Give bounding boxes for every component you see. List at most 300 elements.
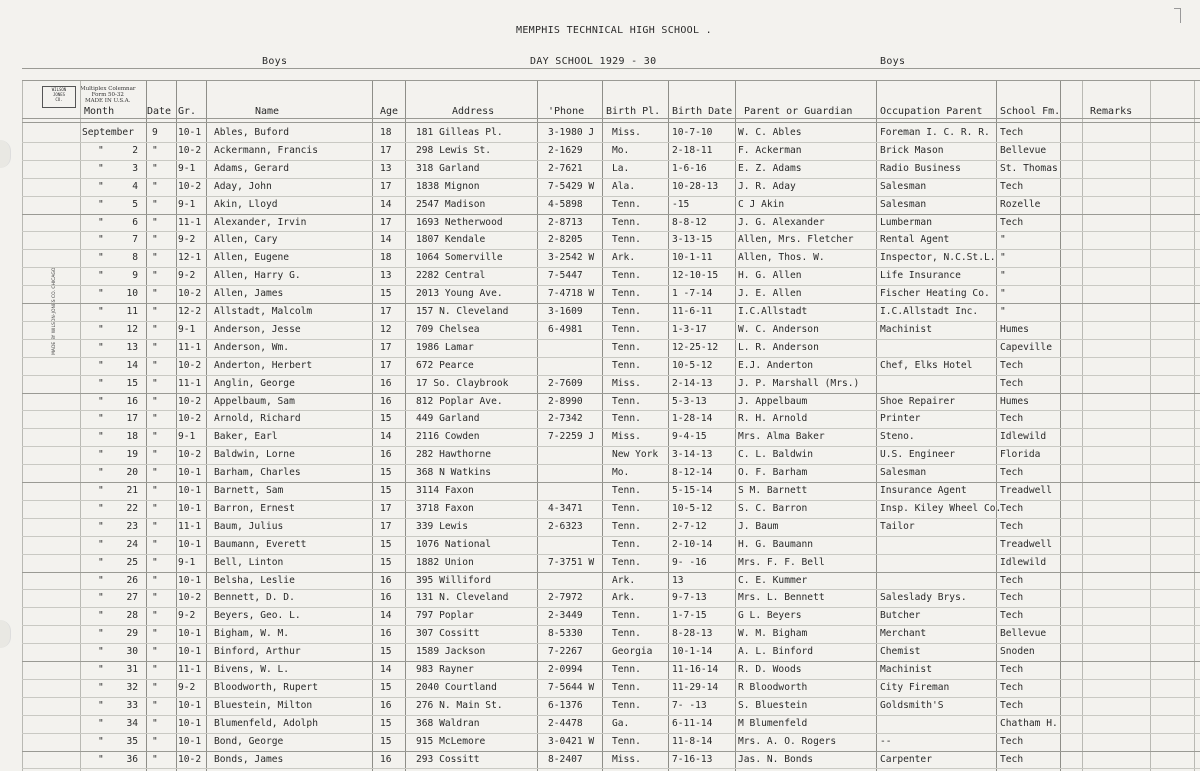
cell-school: Idlewild [1000,431,1047,442]
cell-school: Tech [1000,736,1024,747]
grid-row-line [22,715,1200,716]
cell-address: 812 Poplar Ave. [416,396,503,407]
cell-date: " [152,754,158,765]
cell-birthpl: Miss. [612,754,641,765]
cell-school: Tech [1000,360,1024,371]
cell-address: 17 So. Claybrook [416,378,509,389]
cell-parent: Jas. N. Bonds [738,754,814,765]
cell-parent: R. H. Arnold [738,413,808,424]
cell-month: " [98,181,104,192]
cell-address: 449 Garland [416,413,480,424]
cell-occupation: Inspector, N.C.St.L. [880,252,996,263]
cell-num: 25 [126,557,138,568]
grid-row-line [22,393,1200,394]
cell-birthdate: 1-3-17 [672,324,707,335]
cell-occupation: Salesman [880,199,927,210]
cell-birthpl: Miss. [612,127,641,138]
grid-row-line [22,607,1200,608]
cell-num: 10 [126,288,138,299]
cell-birthdate: 10-1-14 [672,646,713,657]
cell-birthdate: 11-16-14 [672,664,719,675]
cell-school: Tech [1000,754,1024,765]
cell-grade: 9-2 [178,682,196,693]
cell-name: Bonds, James [214,754,284,765]
cell-school: " [1000,288,1006,299]
cell-age: 14 [380,431,392,442]
cell-school: Tech [1000,700,1024,711]
cell-parent: G L. Beyers [738,610,802,621]
cell-address: 1064 Somerville [416,252,503,263]
cell-school: St. Thomas [1000,163,1058,174]
cell-date: " [152,145,158,156]
cell-occupation: Machinist [880,324,932,335]
cell-phone: 7-3751 W [548,557,595,568]
grid-row-line [22,554,1200,555]
cell-address: 131 N. Cleveland [416,592,509,603]
grid-column-line [876,80,877,771]
cell-address: 1589 Jackson [416,646,486,657]
cell-name: Allen, Eugene [214,252,290,263]
cell-grade: 10-2 [178,396,202,407]
cell-birthpl: Ala. [612,181,636,192]
cell-phone: 3-1609 [548,306,583,317]
cell-date: " [152,575,158,586]
cell-month: " [98,449,104,460]
cell-name: Anderson, Wm. [214,342,290,353]
cell-name: Binford, Arthur [214,646,301,657]
cell-date: " [152,682,158,693]
cell-birthdate: 12-10-15 [672,270,719,281]
grid-row-line [22,142,1200,143]
cell-grade: 11-1 [178,342,202,353]
cell-grade: 9-1 [178,199,196,210]
cell-school: " [1000,234,1006,245]
cell-month: " [98,467,104,478]
cell-school: Bellevue [1000,628,1047,639]
cell-month: " [98,306,104,317]
grid-column-line [80,80,81,771]
cell-num: 13 [126,342,138,353]
cell-name: Anderton, Herbert [214,360,313,371]
cell-date: " [152,431,158,442]
cell-birthpl: Tenn. [612,413,641,424]
cell-address: 915 McLemore [416,736,486,747]
cell-num: 6 [132,217,138,228]
cell-phone: 7-2267 [548,646,583,657]
cell-birthdate: 11-8-14 [672,736,713,747]
cell-num: 3 [132,163,138,174]
grid-row-line [22,643,1200,644]
cell-parent: Mrs. L. Bennett [738,592,825,603]
cell-occupation: Butcher [880,610,921,621]
cell-school: Tech [1000,378,1024,389]
cell-num: 19 [126,449,138,460]
cell-date: " [152,718,158,729]
cell-address: 1807 Kendale [416,234,486,245]
cell-name: Barnett, Sam [214,485,284,496]
cell-school: Tech [1000,413,1024,424]
cell-name: Baldwin, Lorne [214,449,295,460]
cell-num: 14 [126,360,138,371]
cell-birthdate: 1 -7-14 [672,288,713,299]
cell-address: 298 Lewis St. [416,145,492,156]
cell-age: 17 [380,181,392,192]
cell-grade: 10-2 [178,449,202,460]
cell-birthdate: 2-14-13 [672,378,713,389]
cell-num: 26 [126,575,138,586]
cell-school: Humes [1000,324,1029,335]
cell-date: " [152,413,158,424]
cell-month: " [98,646,104,657]
cell-grade: 10-1 [178,718,202,729]
cell-month: " [98,628,104,639]
cell-occupation: Chemist [880,646,921,657]
cell-parent: C. E. Kummer [738,575,808,586]
cell-birthpl: Tenn. [612,234,641,245]
grid-row-line [22,410,1200,411]
cell-address: 3114 Faxon [416,485,474,496]
cell-month: " [98,396,104,407]
cell-school: Treadwell [1000,539,1052,550]
cell-birthdate: -15 [672,199,690,210]
column-header-remarks: Remarks [1090,106,1133,117]
cell-grade: 12-1 [178,252,202,263]
cell-birthdate: 11-6-11 [672,306,713,317]
cell-school: Tech [1000,181,1024,192]
cell-age: 17 [380,521,392,532]
cell-age: 16 [380,449,392,460]
cell-date: " [152,539,158,550]
cell-grade: 10-2 [178,181,202,192]
cell-address: 307 Cossitt [416,628,480,639]
cell-grade: 9-1 [178,163,196,174]
cell-birthpl: Ark. [612,575,636,586]
cell-school: Tech [1000,521,1024,532]
cell-date: " [152,378,158,389]
cell-school: Florida [1000,449,1041,460]
cell-date: " [152,628,158,639]
cell-phone: 2-1629 [548,145,583,156]
cell-birthdate: 7- -13 [672,700,707,711]
cell-address: 709 Chelsea [416,324,480,335]
cell-phone: 4-5898 [548,199,583,210]
cell-num: 34 [126,718,138,729]
cell-occupation: Insp. Kiley Wheel Co. [880,503,1002,514]
grid-row-line [22,446,1200,447]
cell-grade: 10-2 [178,360,202,371]
grid-row-line [22,661,1200,662]
grid-row-line [22,428,1200,429]
grid-column-line [996,80,997,771]
cell-name: Bell, Linton [214,557,284,568]
cell-name: Aday, John [214,181,272,192]
cell-grade: 10-1 [178,485,202,496]
cell-grade: 10-1 [178,539,202,550]
cell-name: Allen, James [214,288,284,299]
cell-address: 1076 National [416,539,492,550]
cell-address: 1986 Lamar [416,342,474,353]
school-title: MEMPHIS TECHNICAL HIGH SCHOOL . [516,25,712,36]
cell-num: 30 [126,646,138,657]
cell-birthpl: Tenn. [612,736,641,747]
cell-phone: 8-5330 [548,628,583,639]
cell-name: Bloodworth, Rupert [214,682,318,693]
cell-num: 28 [126,610,138,621]
cell-name: Alexander, Irvin [214,217,307,228]
cell-occupation: I.C.Allstadt Inc. [880,306,979,317]
cell-grade: 11-1 [178,217,202,228]
cell-parent: W. C. Anderson [738,324,819,335]
grid-row-line [22,321,1200,322]
cell-num: 5 [132,199,138,210]
cell-num: 27 [126,592,138,603]
cell-phone: 4-3471 [548,503,583,514]
cell-phone: 7-4718 W [548,288,595,299]
cell-age: 13 [380,270,392,281]
cell-birthdate: 13 [672,575,684,586]
cell-age: 15 [380,736,392,747]
cell-occupation: Rental Agent [880,234,950,245]
column-header-birth-pl: Birth Pl. [606,106,661,117]
column-header-birth-date: Birth Date [672,106,733,117]
cell-month: " [98,199,104,210]
cell-month: " [98,163,104,174]
cell-address: 368 Waldran [416,718,480,729]
grid-column-line [1060,80,1061,771]
cell-birthpl: New York [612,449,659,460]
cell-date: " [152,521,158,532]
cell-age: 17 [380,145,392,156]
cell-parent: Allen, Thos. W. [738,252,825,263]
cell-birthdate: 9-4-15 [672,431,707,442]
cell-address: 2013 Young Ave. [416,288,503,299]
cell-phone: 2-8990 [548,396,583,407]
cell-date: " [152,736,158,747]
grid-row-line [22,267,1200,268]
grid-column-line [1150,80,1151,771]
grid-row-line [22,231,1200,232]
cell-school: Rozelle [1000,199,1041,210]
cell-grade: 10-2 [178,592,202,603]
cell-parent: Mrs. A. O. Rogers [738,736,837,747]
cell-date: " [152,610,158,621]
cell-date: " [152,163,158,174]
cell-num: 32 [126,682,138,693]
column-header-address: Address [452,106,495,117]
cell-date: " [152,467,158,478]
cell-age: 14 [380,234,392,245]
cell-month: " [98,413,104,424]
cell-birthdate: 5-3-13 [672,396,707,407]
cell-date: " [152,252,158,263]
cell-name: Bluestein, Milton [214,700,313,711]
cell-num: 2 [132,145,138,156]
form-stamp: WILSON JONES CO. [42,86,76,108]
cell-birthdate: 11-29-14 [672,682,719,693]
cell-school: Bellevue [1000,145,1047,156]
cell-age: 17 [380,503,392,514]
cell-name: Allen, Cary [214,234,278,245]
cell-parent: I.C.Allstadt [738,306,808,317]
cell-occupation: Tailor [880,521,915,532]
cell-parent: H. G. Allen [738,270,802,281]
cell-month: " [98,378,104,389]
cell-age: 15 [380,288,392,299]
grid-column-line [22,80,23,771]
grid-column-line [602,80,603,771]
cell-name: Baum, Julius [214,521,284,532]
column-header-school-fm: School Fm. [1000,106,1061,117]
cell-month: " [98,700,104,711]
cell-grade: 10-1 [178,503,202,514]
cell-date: 9 [152,127,158,138]
cell-school: Idlewild [1000,557,1047,568]
cell-birthpl: La. [612,163,630,174]
grid-row-line [22,589,1200,590]
grid-row-line [22,733,1200,734]
cell-birthdate: 8-8-12 [672,217,707,228]
cell-grade: 10-1 [178,628,202,639]
cell-phone: 2-6323 [548,521,583,532]
cell-parent: S. C. Barron [738,503,808,514]
cell-phone: 3-2542 W [548,252,595,263]
cell-date: " [152,503,158,514]
cell-address: 318 Garland [416,163,480,174]
cell-age: 15 [380,485,392,496]
cell-name: Beyers, Geo. L. [214,610,301,621]
cell-birthdate: 5-15-14 [672,485,713,496]
cell-num: 20 [126,467,138,478]
cell-parent: J. Appelbaum [738,396,808,407]
cell-name: Baumann, Everett [214,539,307,550]
cell-grade: 12-2 [178,306,202,317]
cell-grade: 10-2 [178,413,202,424]
cell-num: 8 [132,252,138,263]
cell-name: Appelbaum, Sam [214,396,295,407]
cell-school: Tech [1000,467,1024,478]
right-section-label: Boys [880,56,906,67]
cell-num: 4 [132,181,138,192]
cell-birthpl: Georgia [612,646,653,657]
cell-name: Bivens, W. L. [214,664,290,675]
cell-month: " [98,485,104,496]
cell-age: 18 [380,127,392,138]
cell-address: 2116 Cowden [416,431,480,442]
cell-month: " [98,145,104,156]
cell-parent: W. C. Ables [738,127,802,138]
cell-school: Tech [1000,217,1024,228]
grid-row-line [22,357,1200,358]
cell-phone: 2-4478 [548,718,583,729]
cell-age: 17 [380,342,392,353]
cell-address: 672 Pearce [416,360,474,371]
cell-address: 797 Poplar [416,610,474,621]
cell-grade: 10-1 [178,127,202,138]
cell-date: " [152,449,158,460]
cell-birthpl: Tenn. [612,396,641,407]
cell-phone: 8-2407 [548,754,583,765]
cell-num: 22 [126,503,138,514]
form-label: Multiplex Colemnar Form 50-32 MADE IN U.S.A. [80,86,136,104]
cell-address: 276 N. Main St. [416,700,503,711]
cell-num: 23 [126,521,138,532]
cell-occupation: Radio Business [880,163,961,174]
cell-num: 29 [126,628,138,639]
cell-school: Tech [1000,664,1024,675]
cell-occupation: Saleslady Brys. [880,592,967,603]
cell-date: " [152,342,158,353]
cell-birthdate: 6-11-14 [672,718,713,729]
cell-birthpl: Tenn. [612,628,641,639]
cell-month: " [98,610,104,621]
cell-age: 17 [380,360,392,371]
cell-grade: 9-2 [178,234,196,245]
cell-occupation: Salesman [880,467,927,478]
cell-age: 12 [380,324,392,335]
cell-birthdate: 9-7-13 [672,592,707,603]
cell-age: 13 [380,163,392,174]
cell-age: 15 [380,539,392,550]
cell-occupation: Salesman [880,181,927,192]
cell-school: Chatham H. [1000,718,1058,729]
cell-parent: Mrs. F. F. Bell [738,557,825,568]
cell-name: Ackermann, Francis [214,145,318,156]
cell-date: " [152,181,158,192]
cell-phone: 2-7621 [548,163,583,174]
cell-address: 157 N. Cleveland [416,306,509,317]
cell-date: " [152,288,158,299]
cell-occupation: City Fireman [880,682,950,693]
cell-address: 1693 Netherwood [416,217,503,228]
cell-name: Akin, Lloyd [214,199,278,210]
cell-birthpl: Tenn. [612,610,641,621]
cell-age: 15 [380,718,392,729]
cell-address: 293 Cossitt [416,754,480,765]
cell-birthpl: Tenn. [612,682,641,693]
cell-num: 36 [126,754,138,765]
cell-phone: 2-7972 [548,592,583,603]
cell-age: 15 [380,467,392,478]
cell-birthdate: 7-16-13 [672,754,713,765]
cell-occupation: Carpenter [880,754,932,765]
cell-parent: E. Z. Adams [738,163,802,174]
cell-month: " [98,288,104,299]
cell-phone: 2-7609 [548,378,583,389]
cell-phone: 2-0994 [548,664,583,675]
cell-month: " [98,539,104,550]
cell-date: " [152,324,158,335]
cell-date: " [152,700,158,711]
cell-grade: 10-1 [178,467,202,478]
cell-name: Blumenfeld, Adolph [214,718,318,729]
cell-num: 11 [126,306,138,317]
grid-row-line [22,214,1200,215]
cell-grade: 11-1 [178,521,202,532]
grid-column-line [1194,80,1195,771]
cell-month: " [98,718,104,729]
cell-birthdate: 9- -16 [672,557,707,568]
cell-month: " [98,592,104,603]
cell-grade: 9-1 [178,557,196,568]
grid-row-line [22,518,1200,519]
grid-row-line [22,625,1200,626]
cell-occupation: Foreman I. C. R. R. [880,127,990,138]
grid-column-line [206,80,207,771]
cell-month: " [98,270,104,281]
cell-name: Anderson, Jesse [214,324,301,335]
column-header-month: Month [84,106,115,117]
cell-month: " [98,664,104,675]
